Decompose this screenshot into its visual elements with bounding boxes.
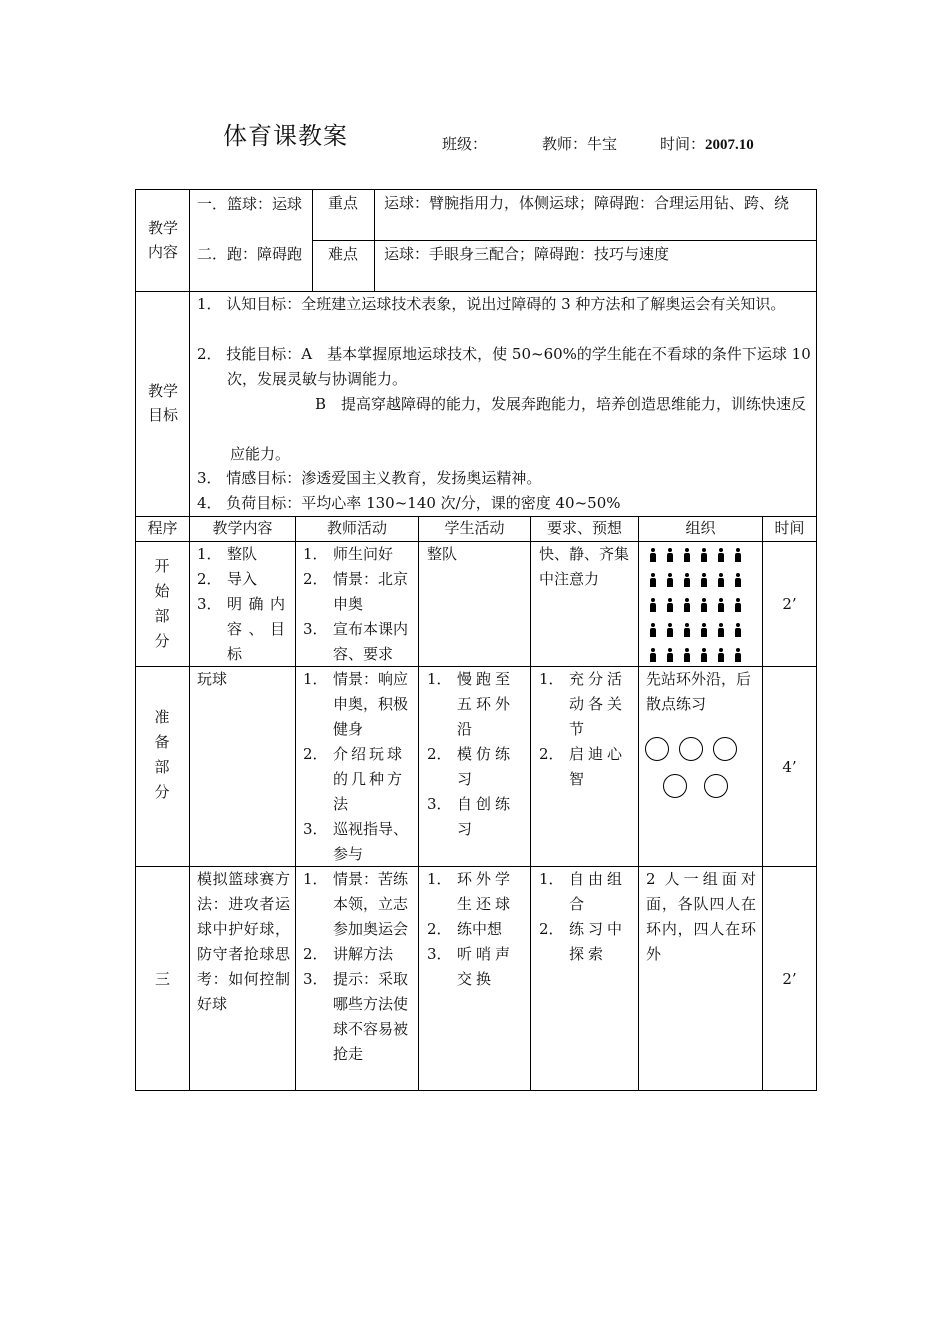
row1-content-item: 3． 明确内容、目标 — [197, 592, 293, 667]
content-item-1 — [197, 192, 307, 217]
person-icon — [716, 548, 726, 562]
row2-student-item: 1． 慢跑至五环外沿 — [427, 667, 527, 742]
goal-load: 4． 负荷目标：平均心率 130~140 次/分，课的密度 40~50% — [197, 494, 621, 512]
row2-requirement-item: 1． 充分活动各关节 — [539, 667, 635, 742]
row2-teacher-list — [303, 667, 413, 867]
formation-row — [648, 547, 758, 572]
row1-requirement: 快、静、齐集中注意力 — [539, 545, 630, 588]
person-icon — [665, 548, 675, 562]
key-text: 运球：臂腕指用力，体侧运球；障碍跑：合理运用钻、跨、绕 — [384, 194, 790, 212]
person-icon — [648, 573, 658, 587]
row3-teacher-3: 提示：采取哪些方法使球不容易被抢走 — [333, 970, 409, 1063]
goal-emotional: 3． 情感目标：渗透爱国主义教育，发扬奥运精神。 — [197, 469, 542, 487]
row1-content-item: 1． 整队 — [197, 545, 258, 563]
header-teacher: 教师活动 — [326, 519, 387, 537]
person-icon — [716, 623, 726, 637]
row3-content: 模拟篮球赛方法：进攻者运球中护好球，防守者抢球思考：如何控制好球 — [197, 870, 290, 1013]
row3-time: 2’ — [782, 970, 797, 988]
row1-teacher-2: 情景：北京申奥 — [333, 570, 409, 613]
person-icon — [716, 573, 726, 587]
row1-formation — [648, 547, 758, 672]
time-value: 2007.10 — [705, 137, 754, 153]
person-icon — [699, 623, 709, 637]
row2-teacher-item: 1． 情景：响应申奥，积极健身 — [303, 667, 413, 742]
row2-student-list — [427, 667, 527, 842]
formation-row — [648, 572, 758, 597]
row2-requirement-2: 启迪心智 — [569, 745, 627, 788]
page-title: 体育课教案 — [223, 122, 348, 150]
row2-teacher-1: 情景：响应申奥，积极健身 — [333, 670, 409, 738]
row1-teacher-item: 1． 师生问好 — [303, 545, 394, 563]
person-icon — [733, 648, 743, 662]
row2-organization: 先站环外沿，后散点练习 — [646, 670, 752, 713]
row3-student-2: 练中想 — [457, 920, 503, 938]
person-icon — [648, 548, 658, 562]
header-time: 时间 — [774, 519, 805, 537]
ring-icon — [663, 774, 687, 798]
person-icon — [733, 598, 743, 612]
ring-icon — [704, 774, 728, 798]
row1-section: 开始部分 — [154, 557, 170, 650]
row3-requirement-list — [539, 867, 635, 967]
row3-student-item: 3． 听哨声交换 — [427, 942, 527, 992]
ring-icon — [713, 737, 737, 761]
row2-student-item: 3． 自创练习 — [427, 792, 527, 842]
row2-student-1: 慢跑至五环外沿 — [457, 670, 515, 738]
row1-teacher-list — [303, 542, 413, 667]
row1-student: 整队 — [427, 545, 458, 563]
row3-student-item: 2． 练中想 — [427, 917, 527, 942]
row2-teacher-2: 介绍玩球的几种方法 — [333, 745, 406, 813]
row3-teacher-list — [303, 867, 413, 1067]
five-rings-diagram — [640, 734, 760, 804]
row3-teacher-item: 1． 情景：苦练本领，立志参加奥运会 — [303, 867, 413, 942]
difficulty-text: 运球：手眼身三配合；障碍跑：技巧与速度 — [384, 245, 670, 263]
formation-row — [648, 622, 758, 647]
row3-student-3: 听哨声交换 — [457, 945, 515, 988]
row2-requirement-list — [539, 667, 635, 792]
content-row-label-text: 教学内容 — [147, 219, 178, 261]
person-icon — [699, 573, 709, 587]
header-requirement: 要求、预想 — [546, 519, 622, 537]
person-icon — [716, 648, 726, 662]
row2-content: 玩球 — [197, 670, 228, 688]
row1-teacher-1: 师生问好 — [333, 545, 394, 563]
person-icon — [648, 648, 658, 662]
row3-student-item: 1． 环外学生还球 — [427, 867, 527, 917]
row1-teacher-item: 2． 情景：北京申奥 — [303, 567, 413, 617]
ring-icon — [679, 737, 703, 761]
row3-section: 三 — [154, 970, 170, 988]
person-icon — [716, 598, 726, 612]
person-icon — [699, 648, 709, 662]
person-icon — [682, 548, 692, 562]
row3-requirement-1: 自由组合 — [569, 870, 627, 913]
row1-time: 2’ — [782, 595, 797, 613]
person-icon — [682, 598, 692, 612]
row2-time: 4’ — [782, 758, 797, 776]
row1-content-1: 整队 — [227, 545, 258, 563]
goal-cognitive: 1． 认知目标：全班建立运球技术表象，说出过障碍的 3 种方法和了解奥运会有关知识。 — [197, 295, 786, 313]
person-icon — [733, 623, 743, 637]
class-label: 班级： — [442, 135, 488, 153]
time-label: 时间： — [660, 135, 706, 153]
row3-student-1: 环外学生还球 — [457, 870, 515, 913]
content-item-2-text: 二．跑：障碍跑 — [197, 245, 303, 263]
row2-teacher-3: 巡视指导、参与 — [333, 820, 409, 863]
row1-teacher-3: 宣布本课内容、要求 — [333, 620, 409, 663]
person-icon — [682, 573, 692, 587]
key-label: 重点 — [327, 194, 358, 212]
goals-row-label-text: 教学目标 — [147, 382, 178, 424]
goal-skill-b: B 提高穿越障碍的能力，发展奔跑能力，培养创造思维能力，训练快速反 — [315, 395, 807, 413]
row3-requirement-item: 2． 练习中探索 — [539, 917, 635, 967]
row3-organization: 2 人一组面对面，各队四人在环内，四人在环外 — [646, 870, 756, 963]
row2-teacher-item: 2． 介绍玩球的几种方法 — [303, 742, 413, 817]
row1-teacher-item: 3． 宣布本课内容、要求 — [303, 617, 413, 667]
row3-teacher-item: 3． 提示：采取哪些方法使球不容易被抢走 — [303, 967, 413, 1067]
row2-student-3: 自创练习 — [457, 795, 515, 838]
content-item-2 — [197, 242, 307, 267]
row1-content-2: 导入 — [227, 570, 258, 588]
goal-skill: 2． 技能目标：A 基本掌握原地运球技术，使 50~60%的学生能在不看球的条件下运球 10 次，发展灵敏与协调能力。 — [197, 345, 811, 388]
row3-teacher-item: 2． 讲解方法 — [303, 942, 413, 967]
person-icon — [682, 623, 692, 637]
content-item-1-text: 一．篮球：运球 — [197, 195, 303, 213]
person-icon — [648, 598, 658, 612]
row3-teacher-1: 情景：苦练本领，立志参加奥运会 — [333, 870, 409, 938]
row2-student-item: 2． 模仿练习 — [427, 742, 527, 792]
person-icon — [665, 598, 675, 612]
difficulty-label: 难点 — [327, 245, 358, 263]
goal-skill-b-cont: 应能力。 — [230, 445, 291, 463]
person-icon — [699, 548, 709, 562]
person-icon — [682, 648, 692, 662]
row1-content-list — [197, 542, 293, 667]
person-icon — [699, 598, 709, 612]
person-icon — [648, 623, 658, 637]
row2-requirement-1: 充分活动各关节 — [569, 670, 627, 738]
row3-student-list — [427, 867, 527, 992]
row3-teacher-2: 讲解方法 — [333, 945, 394, 963]
header-content: 教学内容 — [212, 519, 273, 537]
row3-requirement-2: 练习中探索 — [569, 920, 627, 963]
row2-requirement-item: 2． 启迪心智 — [539, 742, 635, 792]
content-row-label — [138, 216, 188, 264]
row1-content-3: 明确内容、目标 — [227, 595, 285, 663]
ring-icon — [645, 737, 669, 761]
row2-section: 准备部分 — [154, 708, 170, 801]
formation-row — [648, 597, 758, 622]
header-student: 学生活动 — [444, 519, 505, 537]
row3-requirement-item: 1． 自由组合 — [539, 867, 635, 917]
person-icon — [733, 573, 743, 587]
row2-teacher-item: 3． 巡视指导、参与 — [303, 817, 413, 867]
row1-content-item: 2． 导入 — [197, 570, 258, 588]
header-procedure: 程序 — [147, 519, 178, 537]
header-organization: 组织 — [685, 519, 716, 537]
person-icon — [665, 573, 675, 587]
person-icon — [733, 548, 743, 562]
time-field — [660, 133, 754, 154]
teacher-label: 教师：牛宝 — [542, 135, 618, 153]
goals-row-label — [138, 379, 188, 427]
row2-student-2: 模仿练习 — [457, 745, 515, 788]
person-icon — [665, 648, 675, 662]
person-icon — [665, 623, 675, 637]
